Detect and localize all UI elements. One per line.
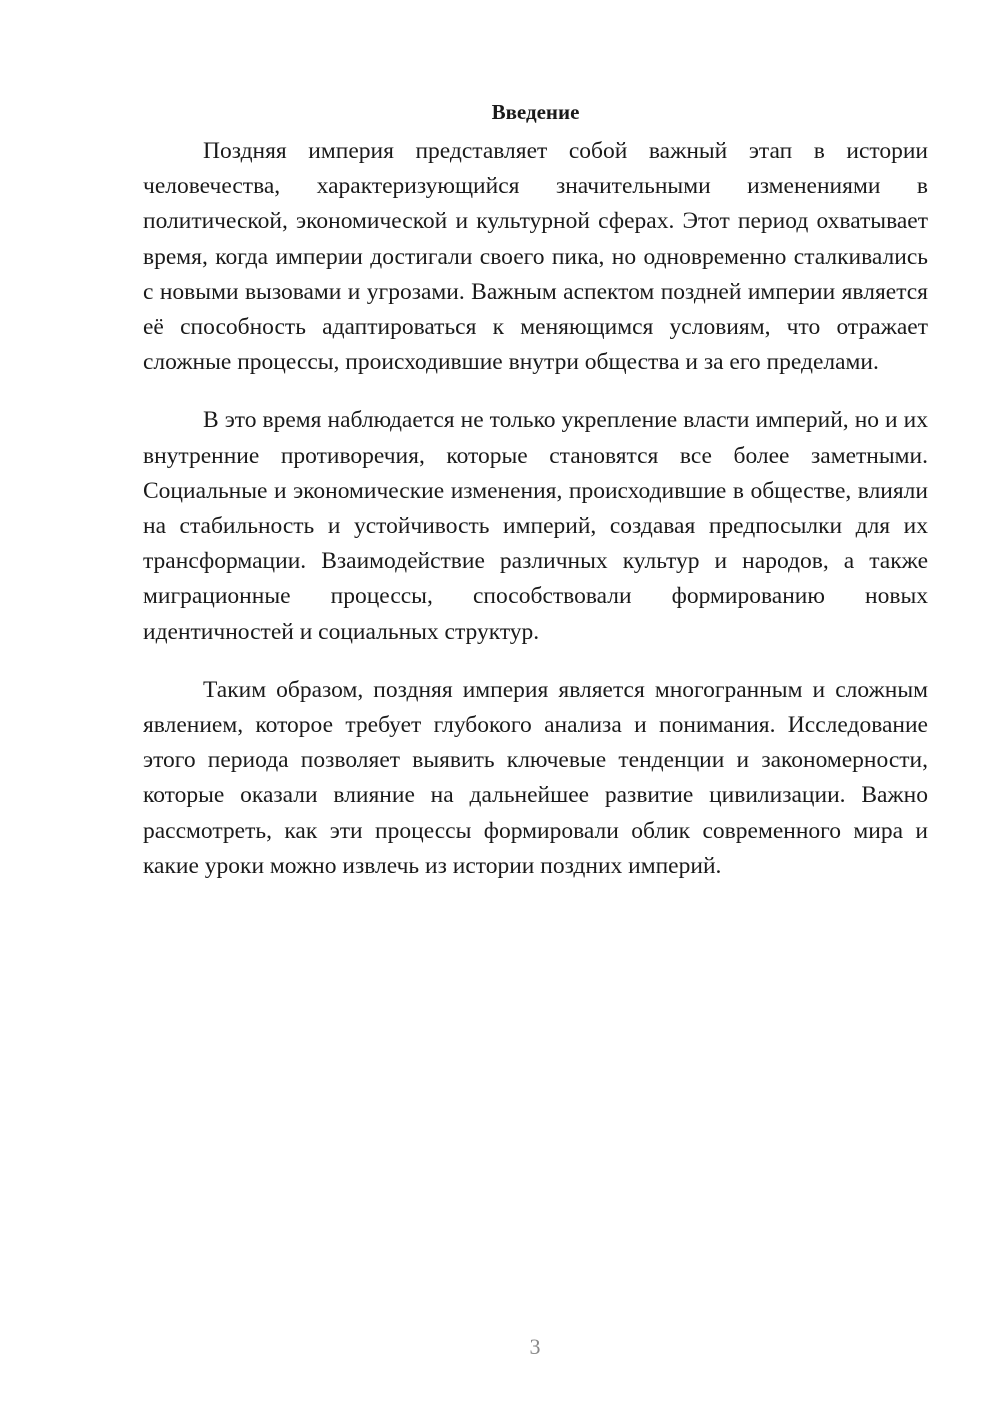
- page-number: 3: [529, 1334, 541, 1359]
- section-title: Введение: [491, 100, 580, 124]
- paragraph-2: В это время наблюдается не только укрепление власти империй, но и их внутренние противоречия, которые становятся все более заметными. Социальные и экономические изменения, происходившие в обществе, влияли на стабильность и устойчивость империй, создавая предпосылки для их трансформации. Взаимодействие различных культур и народов, а также миграционные процессы, способствовали формированию новых идентичностей и социальных структур.: [143, 407, 928, 645]
- paragraph-3: Таким образом, поздняя империя является многогранным и сложным явлением, которое требует глубокого анализа и понимания. Исследование этого периода позволяет выявить ключевые тенденции и закономерности, которые оказали влияние на дальнейшее развитие цивилизации. Важно рассмотреть, как эти процессы формировали облик современного мира и какие уроки можно извлечь из истории поздних империй.: [143, 676, 928, 879]
- document-body: [143, 94, 928, 907]
- paragraph-1: Поздняя империя представляет собой важный этап в истории человечества, характеризующийся значительными изменениями в политической, экономической и культурной сферах. Этот период охватывает время, когда империи достигали своего пика, но одновременно сталкивались с новыми вызовами и угрозами. Важным аспектом поздней империи является её способность адаптироваться к меняющимся условиям, что отражает сложные процессы, происходившие внутри общества и за его пределами.: [143, 138, 928, 376]
